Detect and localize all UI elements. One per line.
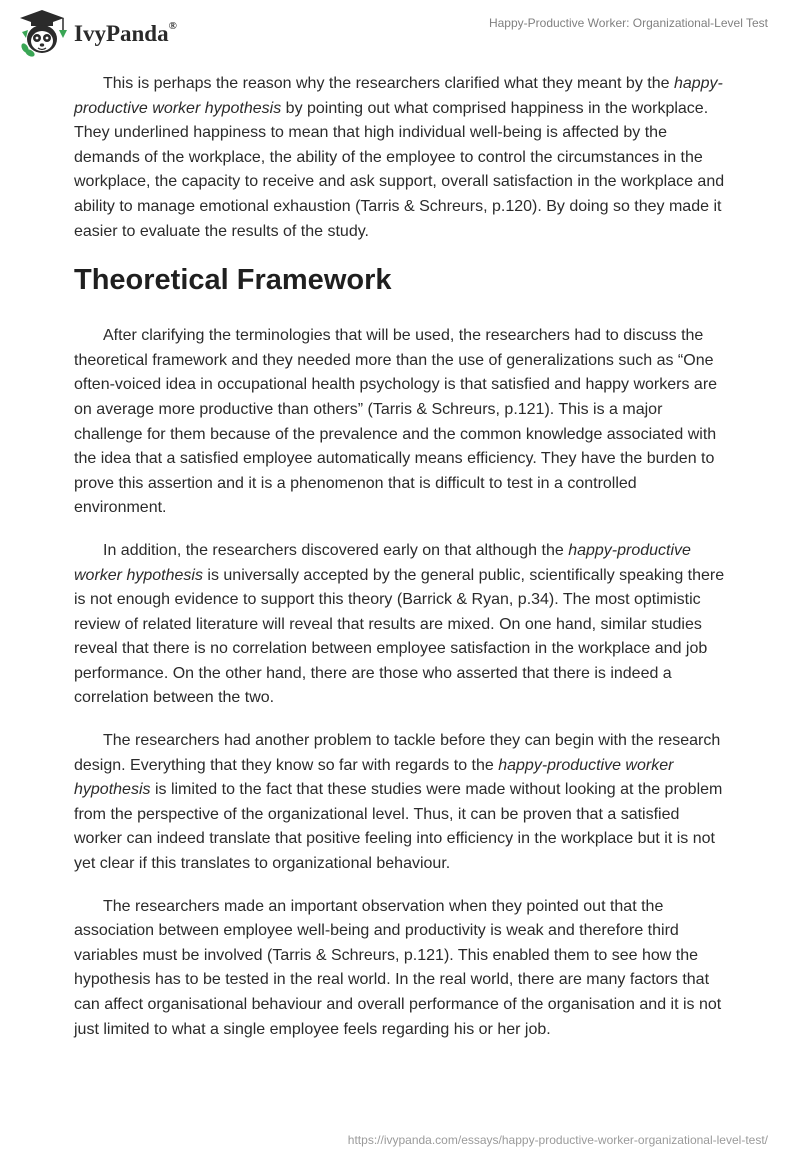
paragraph-4: The researchers had another problem to tackle before they can begin with the research design. Everything that they know so far with regards to the happy-productive worker hypothesis is limited to the fact that these studies were made without looking at the problem from the perspective of the organizational level. Thus, it can be proven that a satisfied worker can indeed translate that positive feeling into efficiency in the workplace but it is not yet clear if this translates to organizational behaviour. [74,732,723,873]
document-title: Happy-Productive Worker: Organizational-Level Test [488,16,768,30]
section-heading: Theoretical Framework [74,264,392,297]
paragraph-5: The researchers made an important observation when they pointed out that the association between employee well-being and productivity is weak and therefore third variables must be involved (Tarris & Schreurs, p.121). This enabled them to see how the hypothesis has to be tested in the real world. In the real world, there are many factors that can affect organisational behaviour and overall performance of the organisation and it is not just limited to what a single employee feels regarding his or her job. [74,897,722,1038]
essay-content [74,72,730,1060]
source-url-link[interactable]: https://ivypanda.com/essays/happy-productive-worker-organizational-level-test/ [347,1133,768,1147]
paragraph-3: In addition, the researchers discovered early on that although the happy-productive worker hypothesis is universally accepted by the general public, scientifically speaking there is not enough evidence to support this theory (Barrick & Ryan, p.34). The most optimistic review of related literature will reveal that results are mixed. On one hand, similar studies reveal that there is no correlation between employee satisfaction in the workplace and job performance. On the other hand, there are those who asserted that there is indeed a correlation between the two. [74,541,725,707]
page-header [0,0,800,70]
panda-graduate-icon [14,8,70,58]
logo[interactable] [14,8,177,58]
paragraph-2: After clarifying the terminologies that will be used, the researchers had to discuss the theoretical framework and they needed more than the use of generalizations such as “One often-voiced idea in occupational health psychology is that satisfied and happy workers are on average more productive than others” (Tarris & Schreurs, p.121). This is a major challenge for them because of the prevalence and the common knowledge associated with the idea that a satisfied employee automatically means efficiency. They have the burden to prove this assertion and it is a phenomenon that is difficult to test in a controlled environment. [74,327,718,517]
brand-name: IvyPanda® [74,20,177,46]
paragraph-1: This is perhaps the reason why the researchers clarified what they meant by the happy-productive worker hypothesis by pointing out what comprised happiness in the workplace. They underlined happiness to mean that high individual well-being is affected by the demands of the workplace, the ability of the employee to control the circumstances in the workplace, the capacity to receive and ask support, overall satisfaction in the workplace and ability to manage emotional exhaustion (Tarris & Schreurs, p.120). By doing so they made it easier to evaluate the results of the study. [74,75,725,240]
